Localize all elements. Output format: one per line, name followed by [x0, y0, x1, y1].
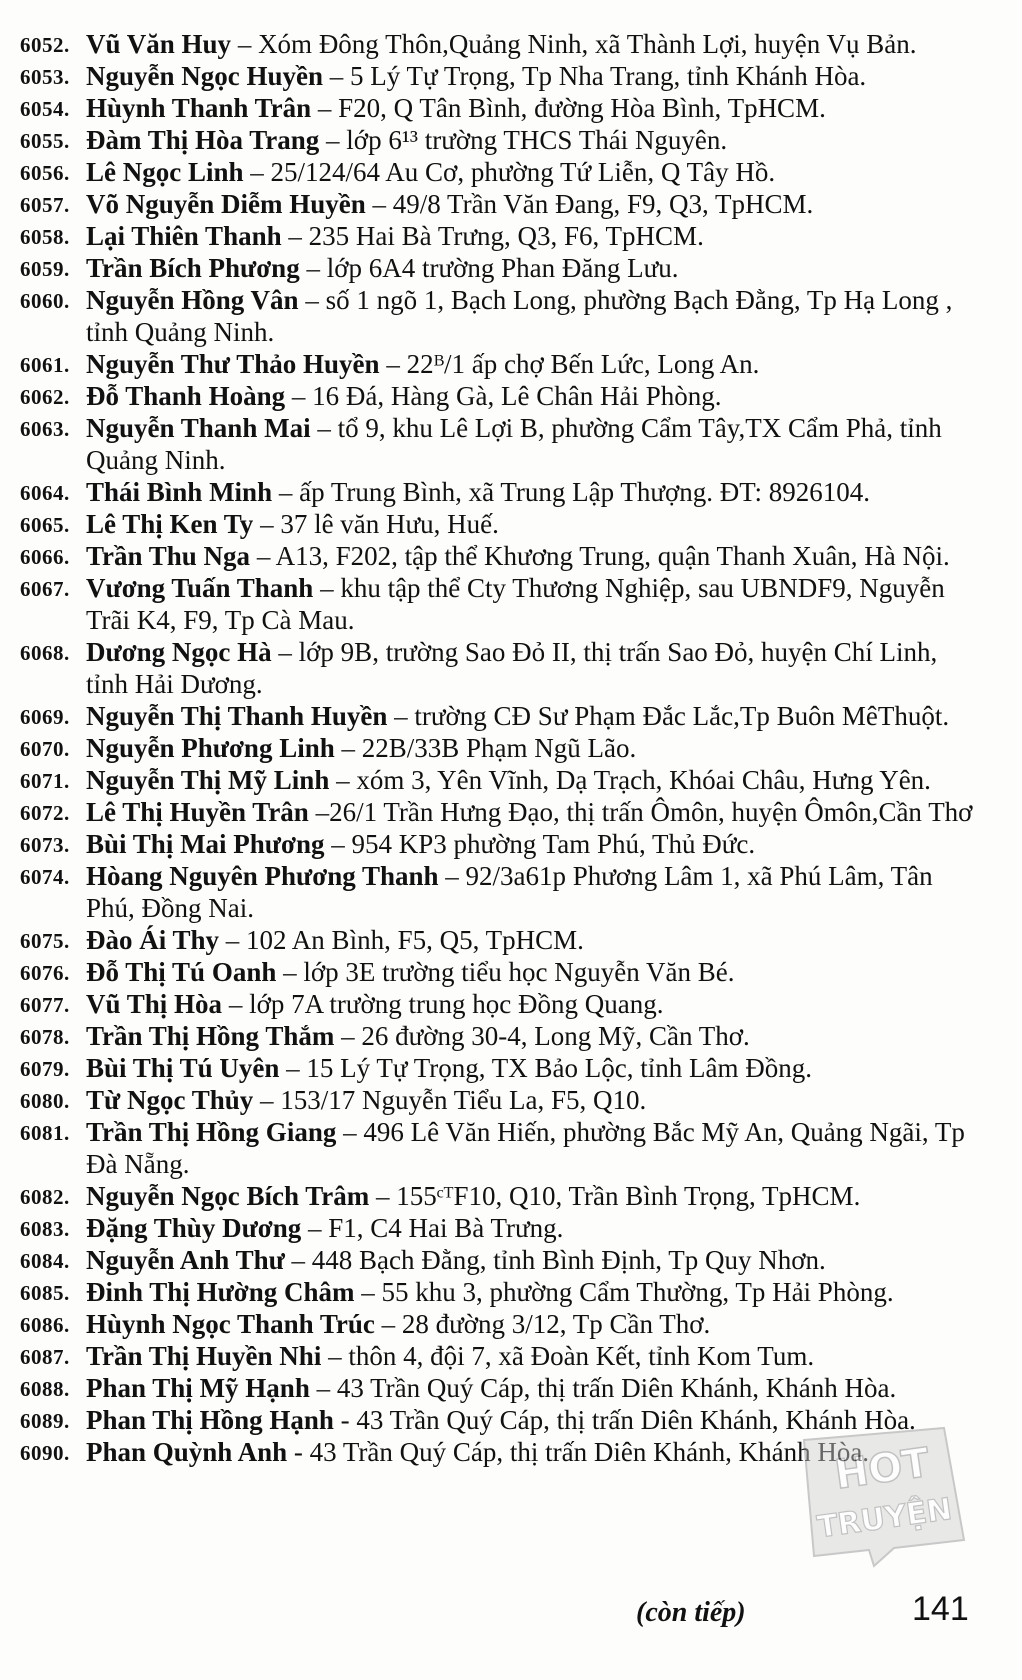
entry-number: 6058. — [20, 225, 70, 249]
entry-address: – trường CĐ Sư Phạm Đắc Lắc,Tp Buôn MêThuột. — [387, 701, 950, 731]
entry-address: – 153/17 Nguyễn Tiểu La, F5, Q10. — [253, 1085, 647, 1115]
list-item — [20, 924, 980, 956]
list-item — [20, 860, 980, 924]
entry-name: Trần Bích Phương — [86, 253, 300, 283]
entry-number: 6083. — [20, 1217, 70, 1241]
entry-number: 6082. — [20, 1185, 70, 1209]
list-item — [20, 220, 980, 252]
entry-number: 6069. — [20, 705, 70, 729]
entry-name: Đinh Thị Hường Châm — [86, 1277, 355, 1307]
list-item — [20, 956, 980, 988]
list-item — [20, 700, 980, 732]
entry-name: Trần Thị Huyền Nhi — [86, 1341, 322, 1371]
entry-name: Trần Thu Nga — [86, 541, 251, 571]
list-item — [20, 1244, 980, 1276]
list-item — [20, 1084, 980, 1116]
list-item — [20, 124, 980, 156]
entry-address: – 28 đường 3/12, Tp Cần Thơ. — [374, 1309, 711, 1339]
entry-name: Vũ Văn Huy — [86, 29, 232, 59]
entry-number: 6061. — [20, 353, 70, 377]
entry-number: 6055. — [20, 129, 70, 153]
entry-number: 6086. — [20, 1313, 70, 1337]
list-item — [20, 508, 980, 540]
entry-name: Hùynh Thanh Trân — [86, 93, 312, 123]
page-number: 141 — [912, 1590, 969, 1628]
entry-address: – 235 Hai Bà Trưng, Q3, F6, TpHCM. — [281, 221, 704, 251]
entry-number: 6090. — [20, 1441, 70, 1465]
entry-address: – xóm 3, Yên Vĩnh, Dạ Trạch, Khóai Châu, Hưng Yên. — [329, 765, 931, 795]
list-item — [20, 92, 980, 124]
entry-address: – 16 Đá, Hàng Gà, Lê Chân Hải Phòng. — [285, 381, 722, 411]
entry-address: – 25/124/64 Au Cơ, phường Tứ Liễn, Q Tây Hồ. — [243, 157, 776, 187]
entry-name: Hùynh Ngọc Thanh Trúc — [86, 1309, 375, 1339]
entry-name: Nguyễn Ngọc Bích Trâm — [86, 1181, 370, 1211]
entry-address: – thôn 4, đội 7, xã Đoàn Kết, tỉnh Kom Tum. — [321, 1341, 815, 1371]
list-item — [20, 188, 980, 220]
entry-number: 6063. — [20, 417, 70, 441]
entry-name: Võ Nguyễn Diễm Huyền — [86, 189, 366, 219]
entry-name: Thái Bình Minh — [86, 477, 273, 507]
entry-address: – 43 Trần Quý Cáp, thị trấn Diên Khánh, Khánh Hòa. — [309, 1373, 897, 1403]
entry-number: 6066. — [20, 545, 70, 569]
entry-number: 6080. — [20, 1089, 70, 1113]
entry-number: 6077. — [20, 993, 70, 1017]
entry-address: – 37 lê văn Hưu, Huế. — [253, 509, 499, 539]
entry-name: Phan Thị Mỹ Hạnh — [86, 1373, 310, 1403]
entry-name: Đào Ái Thy — [86, 925, 220, 955]
entry-number: 6084. — [20, 1249, 70, 1273]
list-item — [20, 828, 980, 860]
entry-address: – F1, C4 Hai Bà Trưng. — [301, 1213, 564, 1243]
entry-number: 6087. — [20, 1345, 70, 1369]
entry-address: –26/1 Trần Hưng Đạo, thị trấn Ômôn, huyện Ômôn,Cần Thơ — [308, 797, 973, 827]
list-item — [20, 28, 980, 60]
list-item — [20, 156, 980, 188]
entry-number: 6059. — [20, 257, 70, 281]
entry-name: Đàm Thị Hòa Trang — [86, 125, 320, 155]
entry-name: Lê Ngọc Linh — [86, 157, 244, 187]
list-item — [20, 1340, 980, 1372]
entry-name: Nguyễn Phương Linh — [86, 733, 335, 763]
entry-number: 6068. — [20, 641, 70, 665]
entry-name: Nguyễn Thị Mỹ Linh — [86, 765, 330, 795]
list-item — [20, 252, 980, 284]
list-item — [20, 1180, 980, 1212]
entry-name: Vương Tuấn Thanh — [86, 573, 314, 603]
entry-address: – 155ᶜᵀF10, Q10, Trần Bình Trọng, TpHCM. — [369, 1181, 861, 1211]
list-item — [20, 1116, 980, 1180]
list-item — [20, 1212, 980, 1244]
entry-address: – 448 Bạch Đằng, tỉnh Bình Định, Tp Quy Nhơn. — [284, 1245, 826, 1275]
entry-name: Lê Thị Huyền Trân — [86, 797, 309, 827]
entry-address: – 22B/33B Phạm Ngũ Lão. — [334, 733, 637, 763]
entry-name: Dương Ngọc Hà — [86, 637, 272, 667]
list-item — [20, 1276, 980, 1308]
entry-number: 6057. — [20, 193, 70, 217]
entry-number: 6089. — [20, 1409, 70, 1433]
list-item — [20, 284, 980, 348]
list-item — [20, 796, 980, 828]
entry-address: – số 1 ngõ 1, Bạch Long, phường Bạch Đằng, Tp Hạ Long , tỉnh Quảng Ninh. — [86, 285, 953, 347]
entry-number: 6065. — [20, 513, 70, 537]
watermark-text-1: HOT — [832, 1439, 933, 1499]
entry-address: - 43 Trần Quý Cáp, thị trấn Diên Khánh, Khánh Hòa. — [333, 1405, 916, 1435]
entry-number: 6053. — [20, 65, 70, 89]
entry-address: - 43 Trần Quý Cáp, thị trấn Diên Khánh, Khánh Hòa. — [287, 1437, 870, 1467]
continued-note: (còn tiếp) — [636, 1597, 746, 1628]
entry-address: – A13, F202, tập thể Khương Trung, quận Thanh Xuân, Hà Nội. — [250, 541, 950, 571]
entry-address: – 55 khu 3, phường Cẩm Thường, Tp Hải Phòng. — [354, 1277, 894, 1307]
entry-name: Nguyễn Ngọc Huyền — [86, 61, 324, 91]
entry-number: 6072. — [20, 801, 70, 825]
entry-number: 6075. — [20, 929, 70, 953]
entry-name: Đỗ Thị Tú Oanh — [86, 957, 277, 987]
list-item — [20, 732, 980, 764]
watermark-text-2: TRUYỆN — [815, 1491, 955, 1546]
list-item — [20, 476, 980, 508]
entry-address: – 49/8 Trần Văn Đang, F9, Q3, TpHCM. — [365, 189, 814, 219]
entry-name: Vũ Thị Hòa — [86, 989, 223, 1019]
entry-name: Bùi Thị Tú Uyên — [86, 1053, 280, 1083]
list-item — [20, 1020, 980, 1052]
entry-name: Từ Ngọc Thủy — [86, 1085, 254, 1115]
list-item — [20, 1308, 980, 1340]
entry-number: 6085. — [20, 1281, 70, 1305]
entry-number: 6064. — [20, 481, 70, 505]
entry-number: 6076. — [20, 961, 70, 985]
entry-name: Phan Quỳnh Anh — [86, 1437, 288, 1467]
entry-address: – lớp 6A4 trường Phan Đăng Lưu. — [299, 253, 679, 283]
entry-number: 6073. — [20, 833, 70, 857]
entry-address: – tổ 9, khu Lê Lợi B, phường Cẩm Tây,TX Cẩm Phả, tỉnh Quảng Ninh. — [86, 413, 942, 475]
entry-name: Nguyễn Anh Thư — [86, 1245, 285, 1275]
entry-address: – 22ᴮ/1 ấp chợ Bến Lức, Long An. — [379, 349, 760, 379]
entry-number: 6062. — [20, 385, 70, 409]
entry-number: 6056. — [20, 161, 70, 185]
entry-number: 6074. — [20, 865, 70, 889]
entry-number: 6054. — [20, 97, 70, 121]
entry-address: – Xóm Đông Thôn,Quảng Ninh, xã Thành Lợi, huyện Vụ Bản. — [231, 29, 917, 59]
entry-number: 6052. — [20, 33, 70, 57]
list-item — [20, 636, 980, 700]
entry-name: Đặng Thùy Dương — [86, 1213, 302, 1243]
entry-name: Lê Thị Ken Ty — [86, 509, 254, 539]
list-item — [20, 60, 980, 92]
entry-address: – 102 An Bình, F5, Q5, TpHCM. — [219, 925, 584, 955]
list-item — [20, 764, 980, 796]
entry-number: 6079. — [20, 1057, 70, 1081]
entry-name: Hòang Nguyên Phương Thanh — [86, 861, 439, 891]
list-item — [20, 1372, 980, 1404]
entry-name: Nguyễn Thị Thanh Huyền — [86, 701, 388, 731]
entry-address: – 92/3a61p Phương Lâm 1, xã Phú Lâm, Tân Phú, Đồng Nai. — [86, 861, 933, 923]
entry-address: – 15 Lý Tự Trọng, TX Bảo Lộc, tỉnh Lâm Đồng. — [279, 1053, 812, 1083]
entry-name: Lại Thiên Thanh — [86, 221, 282, 251]
watermark-logo — [774, 1420, 974, 1570]
entry-name: Nguyễn Thanh Mai — [86, 413, 311, 443]
entry-address: – lớp 9B, trường Sao Đỏ II, thị trấn Sao Đỏ, huyện Chí Linh, tỉnh Hải Dương. — [86, 637, 938, 699]
list-item — [20, 1052, 980, 1084]
entry-address: – 26 đường 30-4, Long Mỹ, Cần Thơ. — [334, 1021, 750, 1051]
entry-address: – F20, Q Tân Bình, đường Hòa Bình, TpHCM. — [311, 93, 826, 123]
entry-address: – 496 Lê Văn Hiến, phường Bắc Mỹ An, Quảng Ngãi, Tp Đà Nẵng. — [86, 1117, 965, 1179]
entry-address: – khu tập thể Cty Thương Nghiệp, sau UBNDF9, Nguyễn Trãi K4, F9, Tp Cà Mau. — [86, 573, 945, 635]
entry-address: – 5 Lý Tự Trọng, Tp Nha Trang, tỉnh Khánh Hòa. — [323, 61, 867, 91]
entry-name: Bùi Thị Mai Phương — [86, 829, 325, 859]
entry-address: – lớp 7A trường trung học Đồng Quang. — [222, 989, 664, 1019]
entry-number: 6078. — [20, 1025, 70, 1049]
entry-number: 6070. — [20, 737, 70, 761]
entry-number: 6067. — [20, 577, 70, 601]
entry-address: – ấp Trung Bình, xã Trung Lập Thượng. ĐT: 8926104. — [272, 477, 870, 507]
entry-name: Trần Thị Hồng Thắm — [86, 1021, 335, 1051]
entry-address: – 954 KP3 phường Tam Phú, Thủ Đức. — [324, 829, 756, 859]
entry-number: 6081. — [20, 1121, 70, 1145]
list-item — [20, 412, 980, 476]
entry-name: Nguyễn Hồng Vân — [86, 285, 299, 315]
entry-address: – lớp 3E trường tiểu học Nguyễn Văn Bé. — [276, 957, 735, 987]
list-item — [20, 988, 980, 1020]
list-item — [20, 572, 980, 636]
list-item — [20, 540, 980, 572]
entry-name: Nguyễn Thư Thảo Huyền — [86, 349, 380, 379]
entry-name: Trần Thị Hồng Giang — [86, 1117, 337, 1147]
list-item — [20, 348, 980, 380]
entry-number: 6060. — [20, 289, 70, 313]
entry-number: 6088. — [20, 1377, 70, 1401]
list-item — [20, 380, 980, 412]
entry-number: 6071. — [20, 769, 70, 793]
entry-list — [20, 28, 980, 1468]
entry-name: Phan Thị Hồng Hạnh — [86, 1405, 334, 1435]
entry-name: Đỗ Thanh Hoàng — [86, 381, 286, 411]
entry-address: – lớp 6¹³ trường THCS Thái Nguyên. — [319, 125, 728, 155]
